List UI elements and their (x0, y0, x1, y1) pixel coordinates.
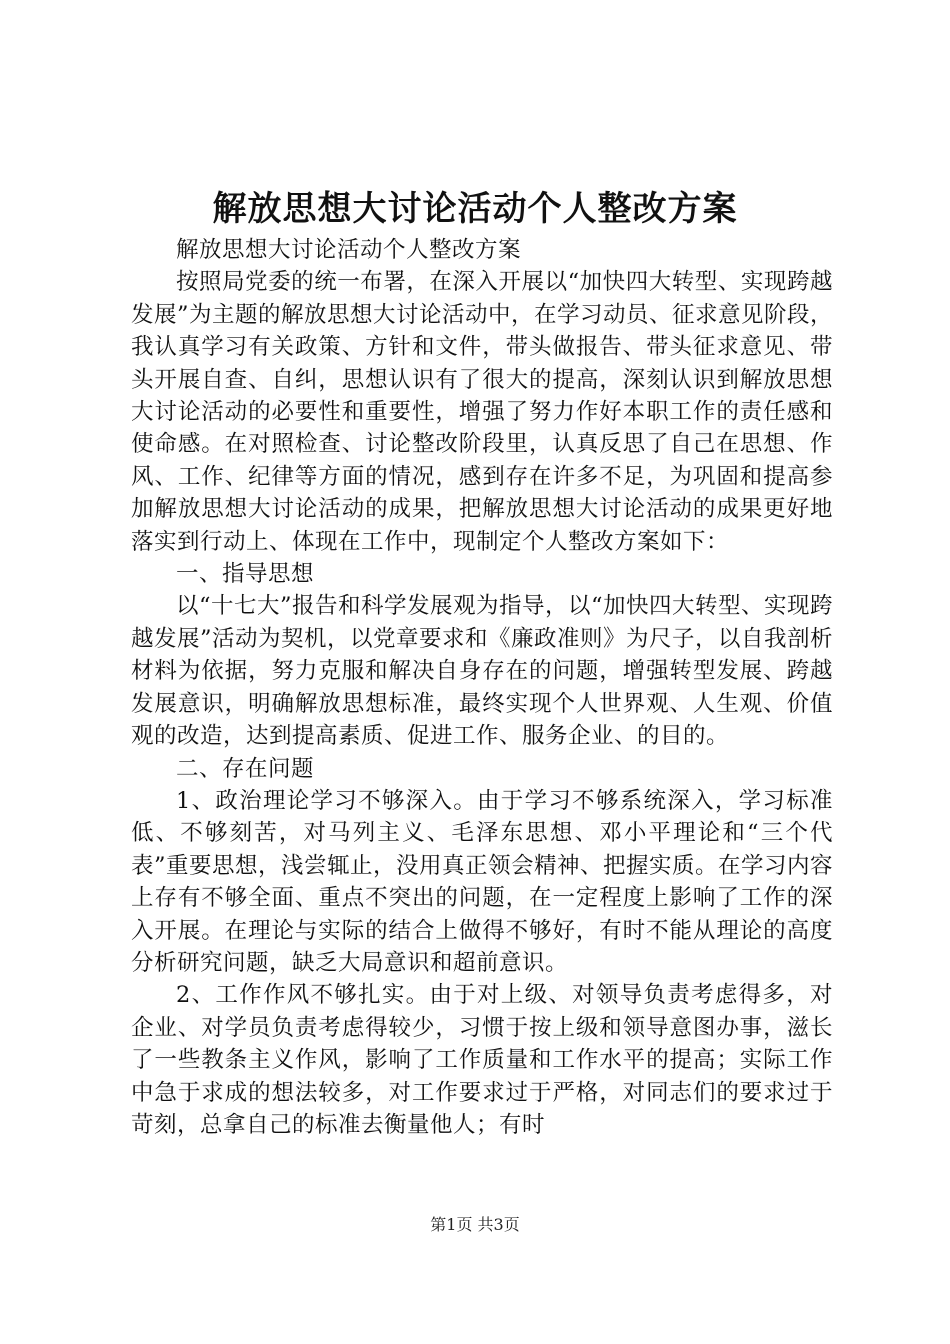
document-title: 解放思想大讨论活动个人整改方案 (212, 189, 738, 229)
paragraph-intro: 按照局党委的统一布署，在深入开展以“加快四大转型、实现跨越发展”为主题的解放思想大讨论活动中，在学习动员、征求意见阶段，我认真学习有关政策、方针和文件，带头做报告、带头征求意见、带头开展自查、自纠，思想认识有了很大的提高，深刻认识到解放思想大讨论活动的必要性和重要性，增强了努力作好本职工作的责任感和使命感。在对照检查、讨论整改阶段里，认真反思了自己在思想、作风、工作、纪律等方面的情况，感到存在许多不足，为巩固和提高参加解放思想大讨论活动的成果，把解放思想大讨论活动的成果更好地落实到行动上、体现在工作中，现制定个人整改方案如下： (131, 269, 834, 555)
section-heading-guiding-thought: 一、指导思想 (176, 561, 315, 588)
page-number-footer: 第1页 共3页 (430, 1215, 520, 1234)
paragraph-guiding-thought: 以“十七大”报告和科学发展观为指导，以“加快四大转型、实现跨越发展”活动为契机，以党章要求和《廉政准则》为尺子，以自我剖析材料为依据，努力克服和解决自身存在的问题，增强转型发展、跨越发展意识，明确解放思想标准，最终实现个人世界观、人生观、价值观的改造，达到提高素质、促进工作、服务企业、的目的。 (131, 593, 834, 750)
section-heading-existing-problems: 二、存在问题 (176, 755, 315, 782)
paragraph-problem-1: 1、政治理论学习不够深入。由于学习不够系统深入，学习标准低、不够刻苦，对马列主义、毛泽东思想、邓小平理论和“三个代表”重要思想，浅尝辄止，没用真正领会精神、把握实质。在学习内容上存有不够全面、重点不突出的问题，在一定程度上影响了工作的深入开展。在理论与实际的结合上做得不够好，有时不能从理论的高度分析研究问题，缺乏大局意识和超前意识。 (131, 787, 834, 976)
document-body (131, 234, 833, 1141)
paragraph-problem-2: 2、工作作风不够扎实。由于对上级、对领导负责考虑得多，对企业、对学员负责考虑得较少，习惯于按上级和领导意图办事，滋长了一些教条主义作风，影响了工作质量和工作水平的提高；实际工作中急于求成的想法较多，对工作要求过于严格，对同志们的要求过于苛刻，总拿自己的标准去衡量他人；有时 (131, 982, 833, 1138)
paragraph-subtitle: 解放思想大讨论活动个人整改方案 (176, 237, 522, 263)
